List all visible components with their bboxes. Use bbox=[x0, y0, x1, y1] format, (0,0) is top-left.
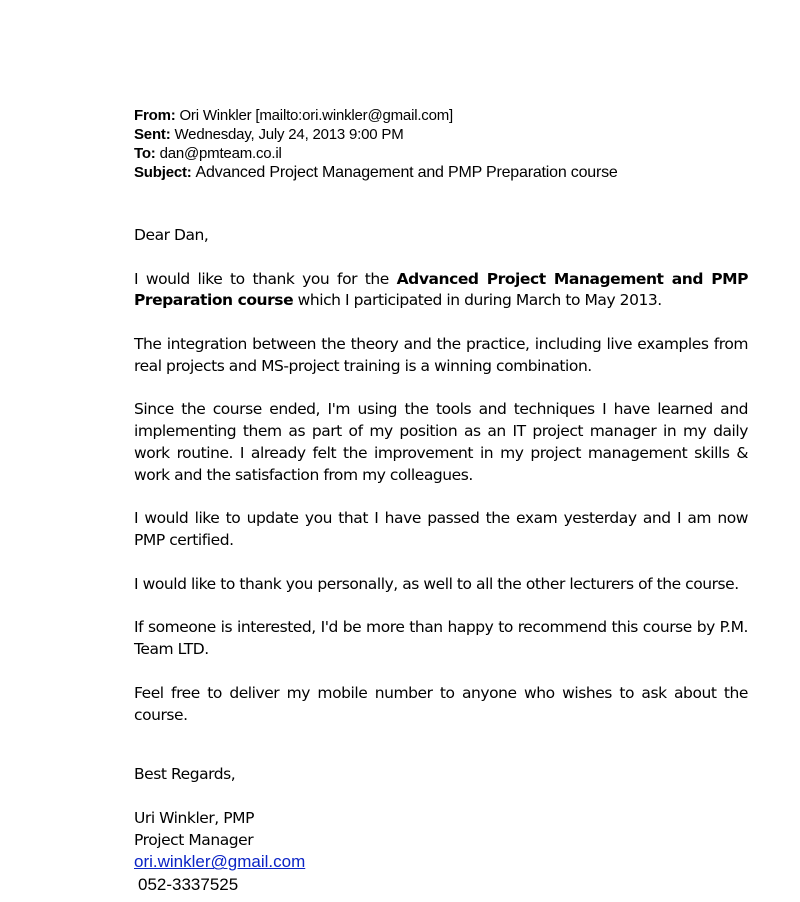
from-value: Ori Winkler [mailto:ori.winkler@gmail.com] bbox=[179, 107, 454, 124]
signature-name: Uri Winkler, PMP bbox=[134, 808, 254, 827]
signature-email-link[interactable]: ori.winkler@gmail.com bbox=[134, 852, 306, 872]
signature-title: Project Manager bbox=[134, 830, 254, 849]
course-name: Advanced Project Management and PMP Preparation course bbox=[134, 269, 748, 310]
sent-line bbox=[134, 125, 754, 144]
paragraph-since-course: Since the course ended, I'm using the tools and techniques I have learned and implementing them as part of my position as an IT project manager in my daily work routine. I already felt the improvement in my project management skills & work and the satisfaction from my colleagues. bbox=[134, 400, 748, 484]
subject-label: Subject: bbox=[134, 164, 192, 181]
letter-body bbox=[134, 225, 748, 748]
paragraph-mobile-number: Feel free to deliver my mobile number to anyone who wishes to ask about the course. bbox=[134, 683, 748, 724]
from-line bbox=[134, 106, 754, 125]
from-label: From: bbox=[134, 107, 176, 124]
paragraph-thanks bbox=[134, 269, 748, 313]
greeting: Dear Dan, bbox=[134, 226, 209, 244]
to-value: dan@pmteam.co.il bbox=[159, 145, 282, 162]
paragraph-thanks-rest: which I participated in during March to May 2013. bbox=[293, 291, 662, 310]
sent-value: Wednesday, July 24, 2013 9:00 PM bbox=[174, 126, 404, 143]
email-header bbox=[134, 106, 754, 182]
signature-block bbox=[134, 764, 748, 895]
signature-phone: 052-3337525 bbox=[138, 875, 239, 895]
best-regards: Best Regards, bbox=[134, 765, 236, 783]
to-label: To: bbox=[134, 145, 156, 162]
paragraph-exam-passed: I would like to update you that I have passed the exam yesterday and I am now PMP certified. bbox=[134, 509, 748, 550]
paragraph-recommend: If someone is interested, I'd be more than happy to recommend this course by P.M. Team LTD. bbox=[134, 618, 748, 659]
subject-line bbox=[134, 163, 754, 182]
subject-value: Advanced Project Management and PMP Preparation course bbox=[195, 164, 618, 181]
paragraph-integration: The integration between the theory and the practice, including live examples from real projects and MS-project training is a winning combination. bbox=[134, 334, 748, 375]
paragraph-personal-thanks: I would like to thank you personally, as well to all the other lecturers of the course. bbox=[134, 574, 739, 593]
sent-label: Sent: bbox=[134, 126, 171, 143]
paragraph-thanks-intro: I would like to thank you for the bbox=[134, 269, 397, 288]
to-line bbox=[134, 144, 754, 163]
